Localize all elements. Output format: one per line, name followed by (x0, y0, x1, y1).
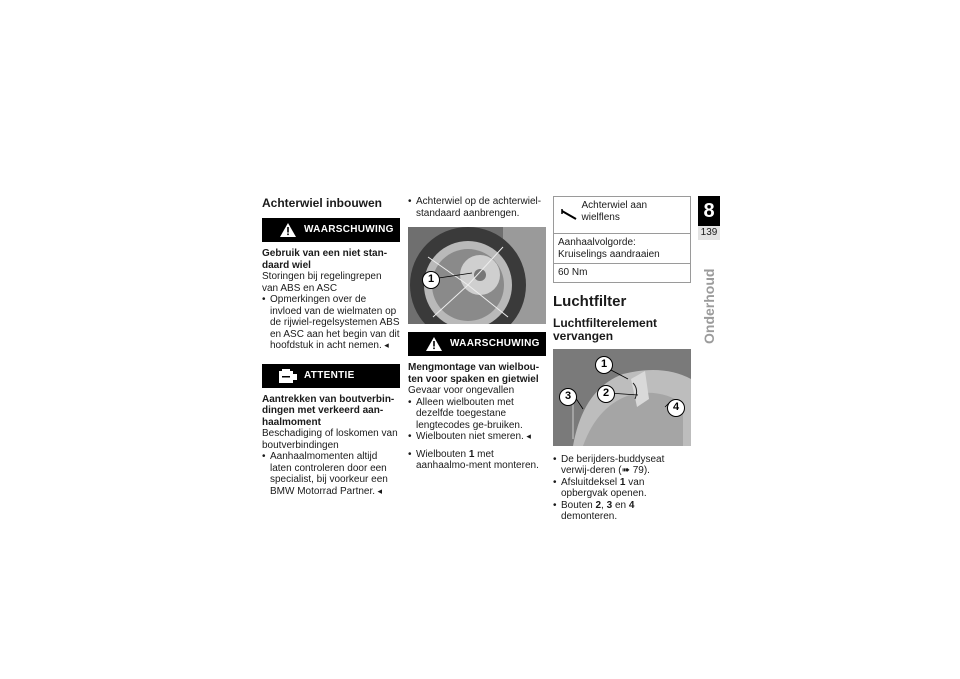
ref-number: 1 (468, 448, 475, 460)
ref-number: 1 (619, 476, 626, 488)
column-2 (408, 196, 546, 472)
table-header-text: Achterwiel aan wielflens (581, 200, 648, 223)
list-item: • Aanhaalmomenten altijd laten controleren door een specialist, bij voorkeur een BMW Motorrad Partner. ◂ (262, 451, 400, 497)
torque-wrench-icon (558, 200, 582, 230)
warning-banner-2 (408, 332, 546, 356)
caution-book-icon (276, 369, 300, 383)
warning-body: Gevaar voor ongevallen (408, 385, 515, 396)
page-number: 139 (698, 226, 720, 240)
section-title-achterwiel: Achterwiel inbouwen (262, 196, 383, 210)
list-item: • Achterwiel op de achterwiel-standaard aanbrengen. (408, 196, 546, 219)
photo-callout-1: 1 (595, 356, 613, 374)
list-item (408, 449, 546, 472)
chapter-title: Onderhoud (701, 268, 717, 344)
caution-bullets (262, 451, 400, 497)
warning-banner-1 (262, 218, 400, 242)
text-segment: demonteren. (561, 511, 618, 522)
chapter-tab (698, 196, 720, 344)
warning-label: WAARSCHUWING (450, 338, 540, 350)
photo-callout-1: 1 (422, 271, 440, 289)
list-item (553, 477, 691, 500)
column-1 (262, 196, 400, 497)
caution-body: Beschadiging of loskomen van boutverbindingen (262, 428, 398, 451)
warning-title: Mengmontage van wielbou-ten voor spaken en gietwiel (408, 362, 540, 385)
chapter-title-vertical (698, 254, 720, 344)
torque-value-row: 60 Nm (554, 263, 690, 282)
sub-title-luchtfilterelement: Luchtfilterelement vervangen (553, 315, 658, 343)
list-item: • De berijders-buddyseat verwij-deren (➠ 79). (553, 454, 691, 477)
warning-bullets (408, 397, 546, 443)
ref-number: 3 (606, 499, 613, 511)
chapter-number: 8 (698, 196, 720, 226)
mount-bullets (408, 449, 546, 472)
list-item (553, 500, 691, 523)
ref-number: 4 (628, 499, 635, 511)
ref-number: 2 (595, 499, 602, 511)
text-segment: Wielbouten (416, 448, 469, 460)
caution-title: Aantrekken van boutverbin-dingen met verkeerd aan-haalmoment (262, 393, 395, 428)
list-item: • Opmerkingen over de invloed van de wielmaten op de rijwiel-regelsystemen ABS en ASC aan het begin van dit hoofdstuk in acht nemen. ◂ (262, 294, 400, 352)
caution-banner (262, 364, 400, 388)
text-segment: van opbergvak openen. (561, 476, 647, 499)
torque-table (553, 196, 691, 283)
torque-order-row: Aanhaalvolgorde: Kruiselings aandraaien (554, 233, 690, 263)
warning-label: WAARSCHUWING (304, 224, 394, 236)
air-filter-photo (553, 349, 691, 446)
list-item: • Wielbouten niet smeren. ◂ (408, 431, 546, 443)
text-segment: Afsluitdeksel (561, 476, 620, 488)
photo-callout-2: 2 (597, 385, 615, 403)
text-segment: met aanhaalmo-ment monteren. (416, 448, 539, 471)
column-3 (553, 196, 691, 523)
rear-wheel-photo (408, 227, 546, 324)
air-filter-steps (553, 454, 691, 523)
photo-callout-4: 4 (667, 399, 685, 417)
main-title-luchtfilter: Luchtfilter (553, 292, 627, 310)
caution-label: ATTENTIE (304, 369, 355, 381)
warning-title: Gebruik van een niet stan-daard wiel (262, 248, 388, 271)
warning-bullets (262, 294, 400, 352)
text-segment: Bouten (561, 499, 596, 511)
photo-callout-3: 3 (559, 388, 577, 406)
text-segment: en (612, 499, 629, 511)
warning-triangle-icon (422, 337, 446, 351)
text-segment: , (601, 499, 607, 511)
warning-body: Storingen bij regelingrepen van ABS en ASC (262, 271, 382, 294)
torque-table-header (554, 197, 690, 233)
list-item: • Alleen wielbouten met dezelfde toegestane lengtecodes ge-bruiken. (408, 397, 546, 432)
warning-triangle-icon (276, 223, 300, 237)
install-bullets (408, 196, 546, 219)
